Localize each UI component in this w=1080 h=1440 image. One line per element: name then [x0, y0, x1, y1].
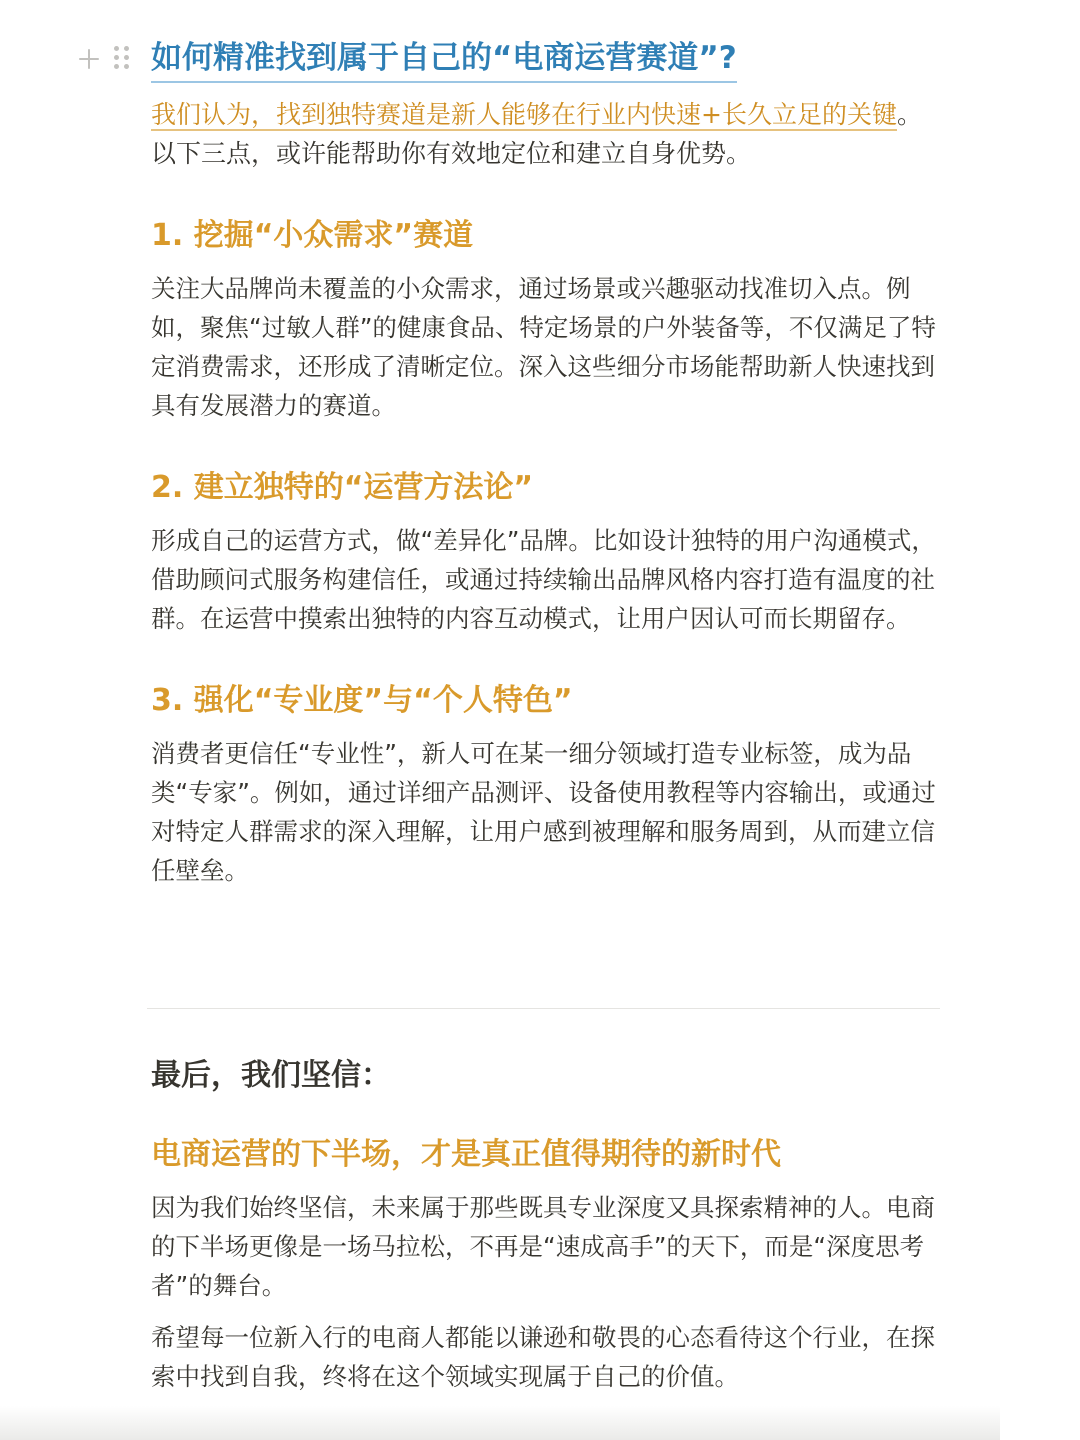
section-body: 关注大品牌尚未覆盖的小众需求，通过场景或兴趣驱动找准切入点。例如，聚焦“过敏人群”的健康食品、特定场景的户外装备等，不仅满足了特定消费需求，还形成了清晰定位。深入这些细分市场能帮助新人快速找到具有发展潜力的赛道。: [151, 273, 936, 420]
intro-highlight: 我们认为，找到独特赛道是新人能够在行业内快速+长久立足的关键: [151, 99, 897, 129]
page-title: 如何精准找到属于自己的“电商运营赛道”?: [151, 36, 737, 83]
plus-icon[interactable]: [76, 46, 102, 72]
section-heading: 1. 挖掘“小众需求”赛道: [151, 217, 474, 253]
block-handle: [76, 44, 132, 74]
section-heading: 2. 建立独特的“运营方法论”: [151, 469, 534, 505]
section-heading: 3. 强化“专业度”与“个人特色”: [151, 682, 573, 718]
drag-handle-icon[interactable]: [114, 44, 132, 74]
bottom-fade: [0, 1406, 1000, 1440]
section-body: 消费者更信任“专业性”，新人可在某一细分领域打造专业标签，成为品类“专家”。例如，通过详细产品测评、设备使用教程等内容输出，或通过对特定人群需求的深入理解，让用户感到被理解和服务周到，从而建立信任壁垒。: [151, 738, 936, 885]
section-2: [151, 468, 941, 638]
closing-paragraph-1: 因为我们始终坚信，未来属于那些既具专业深度又具探索精神的人。电商的下半场更像是一场马拉松，不再是“速成高手”的天下，而是“深度思考者”的舞台。: [151, 1193, 935, 1300]
section-1: [151, 216, 941, 425]
closing-paragraph-2: 希望每一位新入行的电商人都能以谦逊和敬畏的心态看待这个行业，在探索中找到自我，终将在这个领域实现属于自己的价值。: [151, 1323, 935, 1391]
section-body: 形成自己的运营方式，做“差异化”品牌。比如设计独特的用户沟通模式，借助顾问式服务构建信任，或通过持续输出品牌风格内容打造有温度的社群。在运营中摸索出独特的内容互动模式，让用户因认可而长期留存。: [151, 525, 936, 633]
closing-section: [151, 1056, 941, 1396]
closing-heading: 电商运营的下半场，才是真正值得期待的新时代: [151, 1137, 781, 1172]
intro-rest: 。以下三点，或许能帮助你有效地定位和建立自身优势。: [151, 99, 922, 168]
intro-paragraph: [151, 95, 941, 173]
divider: [147, 1008, 940, 1009]
document-body: [151, 36, 941, 890]
closing-lead: 最后，我们坚信：: [151, 1058, 391, 1093]
section-3: [151, 681, 941, 890]
